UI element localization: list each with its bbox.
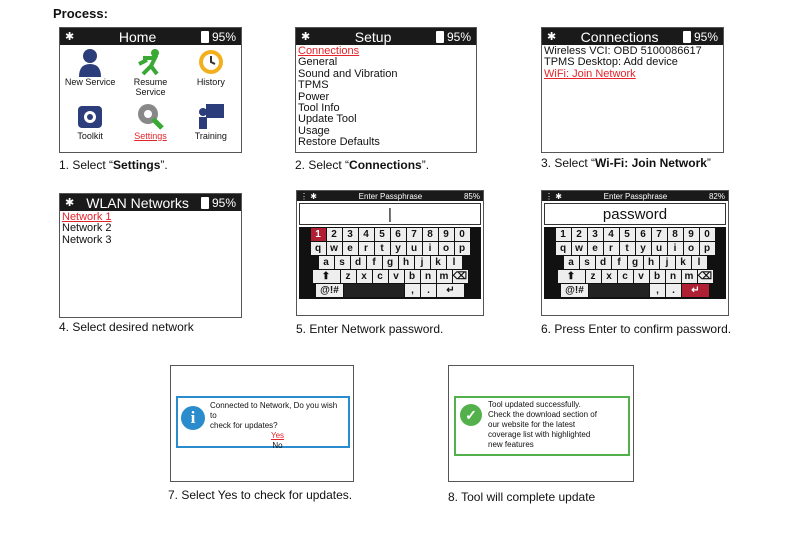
dialog-message: check for updates? xyxy=(210,421,278,430)
symbols-key[interactable]: @!# xyxy=(316,284,343,297)
title-bar: ⋮ ✱ Enter Passphrase 82% xyxy=(542,191,728,201)
checkmark-icon: ✓ xyxy=(460,404,482,426)
step-caption: 4. Select desired network xyxy=(59,320,194,334)
key[interactable]: j xyxy=(415,256,430,269)
step-caption: 7. Select Yes to check for updates. xyxy=(168,488,353,502)
step-caption: 3. Select “Wi-Fi: Join Network” xyxy=(541,156,711,170)
screen-title: Connections xyxy=(580,28,659,45)
screen-title: Home xyxy=(118,28,157,45)
key[interactable]: k xyxy=(431,256,446,269)
key[interactable]: g xyxy=(383,256,398,269)
menu-item[interactable]: General xyxy=(298,56,338,69)
key[interactable]: x xyxy=(357,270,372,283)
menu-item-connections[interactable]: Connections xyxy=(298,45,360,57)
keyboard-row xyxy=(300,242,480,255)
keyboard-row xyxy=(545,228,725,241)
new-service-tile[interactable]: New Service xyxy=(60,45,120,99)
menu-item[interactable]: TPMS xyxy=(298,79,329,92)
key[interactable]: s xyxy=(580,256,595,269)
key[interactable]: s xyxy=(335,256,350,269)
enter-key[interactable]: ↵ xyxy=(682,284,709,297)
step-caption: 5. Enter Network password. xyxy=(296,322,444,336)
confirm-dialog xyxy=(176,396,350,448)
key[interactable]: d xyxy=(596,256,611,269)
info-icon: i xyxy=(181,406,205,430)
key[interactable]: l xyxy=(447,256,462,269)
key[interactable]: w xyxy=(572,242,587,255)
key[interactable]: x xyxy=(602,270,617,283)
battery-status: 82% xyxy=(708,191,725,201)
network-item-selected[interactable]: Network 1 xyxy=(62,211,112,223)
history-clock-icon xyxy=(196,47,226,77)
passphrase-input[interactable]: | xyxy=(299,203,481,225)
menu-item[interactable]: TPMS Desktop: Add device xyxy=(544,56,678,69)
key[interactable]: 1 xyxy=(311,228,326,241)
key[interactable]: 3 xyxy=(343,228,358,241)
menu-item[interactable]: Wireless VCI: OBD 5100086617 xyxy=(544,45,702,57)
key[interactable]: 9 xyxy=(684,228,699,241)
battery-status: 95% xyxy=(201,30,236,44)
toolkit-icon xyxy=(75,101,105,131)
battery-status: 95% xyxy=(436,30,471,44)
key[interactable]: t xyxy=(375,242,390,255)
key[interactable]: a xyxy=(564,256,579,269)
yes-button[interactable]: Yes xyxy=(270,431,285,440)
key[interactable]: b xyxy=(650,270,665,283)
key[interactable]: n xyxy=(666,270,681,283)
connections-screen xyxy=(541,27,724,153)
screen-title: WLAN Networks xyxy=(86,194,189,211)
success-dialog xyxy=(454,396,630,456)
key[interactable]: k xyxy=(676,256,691,269)
dialog-message: Check the download section of xyxy=(488,410,597,419)
setup-menu xyxy=(296,45,476,149)
space-key[interactable] xyxy=(589,284,649,297)
battery-icon xyxy=(436,31,444,43)
battery-icon xyxy=(201,197,209,209)
menu-item[interactable]: Update Tool xyxy=(298,113,357,126)
passphrase-screen xyxy=(296,190,484,316)
wlan-screen xyxy=(59,193,242,318)
update-complete-screen xyxy=(448,365,634,482)
battery-icon xyxy=(683,31,691,43)
key[interactable]: 0 xyxy=(700,228,715,241)
key[interactable]: 8 xyxy=(423,228,438,241)
key[interactable]: d xyxy=(351,256,366,269)
keyboard-row xyxy=(545,284,725,297)
passphrase-screen-filled xyxy=(541,190,729,316)
step-caption: 6. Press Enter to confirm password. xyxy=(541,322,732,336)
key[interactable]: o xyxy=(439,242,454,255)
key[interactable]: v xyxy=(634,270,649,283)
passphrase-input[interactable]: password xyxy=(544,203,726,225)
keyboard-row xyxy=(545,270,725,283)
key[interactable]: p xyxy=(455,242,470,255)
key[interactable]: 3 xyxy=(588,228,603,241)
battery-status: 95% xyxy=(683,30,718,44)
key[interactable]: f xyxy=(612,256,627,269)
key[interactable]: , xyxy=(650,284,665,297)
key[interactable]: 6 xyxy=(391,228,406,241)
key[interactable]: . xyxy=(421,284,436,297)
key[interactable]: e xyxy=(343,242,358,255)
step-caption: 2. Select “Connections”. xyxy=(295,158,430,172)
key[interactable]: r xyxy=(604,242,619,255)
battery-status: 85% xyxy=(463,191,480,201)
key[interactable]: j xyxy=(660,256,675,269)
key[interactable]: v xyxy=(389,270,404,283)
step-caption: 8. Tool will complete update xyxy=(448,490,596,504)
battery-status: 95% xyxy=(201,196,236,210)
menu-item[interactable]: Power xyxy=(298,90,330,103)
key[interactable]: q xyxy=(311,242,326,255)
dialog-message: Connected to Network, Do you wish to xyxy=(210,401,338,420)
battery-icon xyxy=(201,31,209,43)
settings-tile[interactable]: Settings xyxy=(120,99,180,153)
key[interactable]: t xyxy=(620,242,635,255)
toolkit-tile[interactable]: Toolkit xyxy=(60,99,120,153)
key[interactable]: h xyxy=(644,256,659,269)
network-item[interactable]: Network 2 xyxy=(62,222,112,235)
key[interactable]: z xyxy=(341,270,356,283)
key[interactable]: i xyxy=(668,242,683,255)
key[interactable]: 4 xyxy=(604,228,619,241)
training-board-icon xyxy=(196,101,226,131)
key[interactable]: l xyxy=(692,256,707,269)
resume-service-tile[interactable]: Resume Service xyxy=(120,45,180,99)
key[interactable]: w xyxy=(327,242,342,255)
key[interactable]: 2 xyxy=(572,228,587,241)
bluetooth-icon: ✱ xyxy=(65,31,75,43)
key[interactable]: o xyxy=(684,242,699,255)
title-bar xyxy=(296,28,476,45)
no-button[interactable]: No xyxy=(272,441,283,450)
key[interactable]: 1 xyxy=(556,228,571,241)
key[interactable]: 7 xyxy=(652,228,667,241)
dialog-message: Tool updated successfully. xyxy=(488,400,581,409)
key[interactable]: c xyxy=(373,270,388,283)
keyboard-row xyxy=(545,256,725,269)
bluetooth-icon: ✱ xyxy=(547,31,557,43)
key[interactable]: , xyxy=(405,284,420,297)
title-bar xyxy=(60,194,241,211)
key[interactable]: 9 xyxy=(439,228,454,241)
network-item[interactable]: Network 3 xyxy=(62,233,112,246)
key[interactable]: m xyxy=(437,270,452,283)
keyboard-row xyxy=(300,256,480,269)
key[interactable]: p xyxy=(700,242,715,255)
shift-key[interactable]: ⬆ xyxy=(558,270,585,283)
dialog-message: coverage list with highlighted xyxy=(488,430,591,439)
key[interactable]: 5 xyxy=(375,228,390,241)
training-tile[interactable]: Training xyxy=(181,99,241,153)
dialog-message: new features xyxy=(488,440,534,449)
title-bar: ⋮ ✱ Enter Passphrase 85% xyxy=(297,191,483,201)
step-caption: 1. Select “Settings”. xyxy=(59,158,168,172)
key[interactable]: a xyxy=(319,256,334,269)
menu-item[interactable]: Sound and Vibration xyxy=(298,67,398,80)
running-person-icon xyxy=(135,47,165,77)
bluetooth-icon: ✱ xyxy=(301,31,311,43)
key[interactable]: e xyxy=(588,242,603,255)
title-bar xyxy=(542,28,723,45)
key[interactable]: u xyxy=(407,242,422,255)
key[interactable]: u xyxy=(652,242,667,255)
dialog-message: our website for the latest xyxy=(488,420,576,429)
key[interactable]: 2 xyxy=(327,228,342,241)
update-prompt-screen xyxy=(170,365,354,482)
keyboard-row xyxy=(300,284,480,297)
key[interactable]: 7 xyxy=(407,228,422,241)
space-key[interactable] xyxy=(344,284,404,297)
key[interactable]: g xyxy=(628,256,643,269)
settings-gear-icon xyxy=(135,101,165,131)
key[interactable]: y xyxy=(636,242,651,255)
key[interactable]: z xyxy=(586,270,601,283)
home-screen xyxy=(59,27,242,153)
key[interactable]: 8 xyxy=(668,228,683,241)
key[interactable]: 6 xyxy=(636,228,651,241)
signal-icon: ⋮ ✱ xyxy=(545,191,562,201)
screen-title: Setup xyxy=(354,28,392,45)
bluetooth-icon: ✱ xyxy=(65,197,75,209)
menu-item[interactable]: Restore Defaults xyxy=(298,136,380,149)
key[interactable]: y xyxy=(391,242,406,255)
key[interactable]: q xyxy=(556,242,571,255)
enter-key[interactable]: ↵ xyxy=(437,284,464,297)
person-icon xyxy=(75,47,105,77)
menu-item[interactable]: Tool Info xyxy=(298,102,340,115)
symbols-key[interactable]: @!# xyxy=(561,284,588,297)
menu-item[interactable]: Usage xyxy=(298,124,330,137)
network-list xyxy=(60,211,241,246)
connections-menu xyxy=(542,45,723,80)
keyboard-row xyxy=(300,270,480,283)
key[interactable]: 4 xyxy=(359,228,374,241)
key[interactable]: n xyxy=(421,270,436,283)
backspace-key[interactable]: ⌫ xyxy=(697,271,713,282)
shift-key[interactable]: ⬆ xyxy=(313,270,340,283)
key[interactable]: h xyxy=(399,256,414,269)
keyboard-row xyxy=(545,242,725,255)
key[interactable]: b xyxy=(405,270,420,283)
key[interactable]: 5 xyxy=(620,228,635,241)
key[interactable]: m xyxy=(682,270,697,283)
key[interactable]: 0 xyxy=(455,228,470,241)
key[interactable]: f xyxy=(367,256,382,269)
menu-item-wifi-join[interactable]: WiFi: Join Network xyxy=(544,67,636,80)
backspace-key[interactable]: ⌫ xyxy=(452,271,468,282)
page-heading: Process: xyxy=(53,6,108,21)
signal-icon: ⋮ ✱ xyxy=(300,191,317,201)
keyboard xyxy=(544,227,726,299)
title-bar xyxy=(60,28,241,45)
keyboard xyxy=(299,227,481,299)
key[interactable]: c xyxy=(618,270,633,283)
setup-screen xyxy=(295,27,477,153)
key[interactable]: r xyxy=(359,242,374,255)
key[interactable]: . xyxy=(666,284,681,297)
history-tile[interactable]: History xyxy=(181,45,241,99)
key[interactable]: i xyxy=(423,242,438,255)
keyboard-row xyxy=(300,228,480,241)
